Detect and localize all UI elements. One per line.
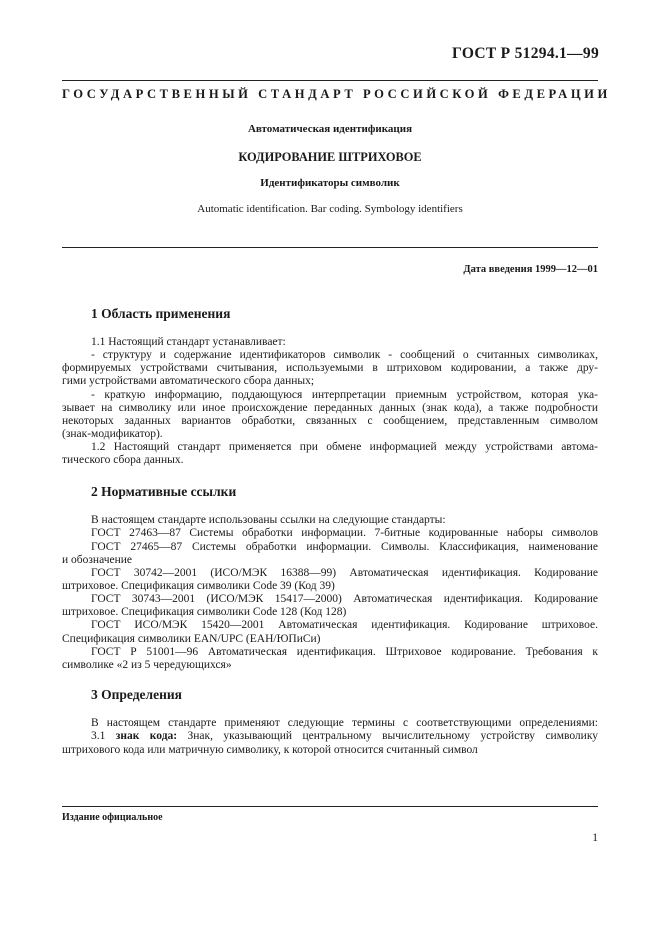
reference-line: и обозначение bbox=[62, 554, 133, 566]
paragraph-line: - структуру и содержание идентификаторов символик - сообщений о считанных символиках, bbox=[91, 349, 598, 361]
reference-line: ГОСТ Р 51001—96 Автоматическая идентификация. Штриховое кодирование. Требования к bbox=[91, 646, 598, 658]
top-rule bbox=[62, 80, 598, 81]
paragraph-line: тического сбора данных. bbox=[62, 454, 184, 466]
reference-line: символике «2 из 5 чередующихся» bbox=[62, 659, 232, 671]
reference-line: ГОСТ 30743—2001 (ИСО/МЭК 15417—2000) Автоматическая идентификация. Кодирование bbox=[91, 593, 598, 605]
paragraph-line: (знак-модификатор). bbox=[62, 428, 163, 440]
definition-line bbox=[91, 730, 598, 743]
reference-line: штриховое. Спецификация символики Code 39 (Код 39) bbox=[62, 580, 335, 592]
section-2-heading: 2 Нормативные ссылки bbox=[91, 484, 237, 499]
reference-line: штриховое. Спецификация символики Code 128 (Код 128) bbox=[62, 606, 347, 618]
page-number: 1 bbox=[592, 832, 598, 844]
reference-line: Спецификация символики EAN/UPC (ЕАН/ЮПиСи) bbox=[62, 633, 321, 645]
paragraph-line: зывает на символику или иное происхождение переданных данных (знак кода), а также подробности bbox=[62, 402, 598, 414]
section-1-heading: 1 Область применения bbox=[91, 306, 231, 321]
reference-line: ГОСТ 27463—87 Системы обработки информации. 7-битные кодированные наборы символов bbox=[91, 527, 598, 539]
paragraph-line: гими устройствами автоматического сбора данных; bbox=[62, 375, 315, 387]
paragraph-line: - краткую информацию, поддающуюся интерпретации приемным устройством, которая ука- bbox=[91, 389, 598, 401]
title-line-2: КОДИРОВАНИЕ ШТРИХОВОЕ bbox=[238, 150, 422, 164]
definition-line: штрихового кода или матричную символику, к которой относится считанный символ bbox=[62, 744, 478, 756]
definition-number: 3.1 bbox=[91, 730, 106, 742]
reference-line: ГОСТ ИСО/МЭК 15420—2001 Автоматическая идентификация. Кодирование штриховое. bbox=[91, 619, 598, 631]
paragraph-line: 1.1 Настоящий стандарт устанавливает: bbox=[91, 336, 286, 348]
reference-line: ГОСТ 30742—2001 (ИСО/МЭК 16388—99) Автоматическая идентификация. Кодирование bbox=[91, 567, 598, 579]
definition-term: знак кода: bbox=[115, 730, 178, 742]
reference-line: ГОСТ 27465—87 Системы обработки информации. Символы. Классификация, наименование bbox=[91, 541, 598, 553]
title-line-3: Идентификаторы символик bbox=[260, 177, 400, 189]
title-line-english: Automatic identification. Bar coding. Symbology identifiers bbox=[197, 203, 463, 215]
paragraph-line: некоторых заданных вариантов обработки, связанных с сообщением, представленным символом bbox=[62, 415, 598, 427]
introduction-date: Дата введения 1999—12—01 bbox=[463, 264, 598, 275]
paragraph-line: В настоящем стандарте использованы ссылки на следующие стандарты: bbox=[91, 514, 446, 526]
edition-label: Издание официальное bbox=[62, 812, 163, 823]
definition-text: Знак, указывающий центральному вычислительному устройству символику bbox=[187, 730, 598, 742]
paragraph-line: 1.2 Настоящий стандарт применяется при обмене информацией между устройствами автома- bbox=[91, 441, 598, 453]
paragraph-line: формируемых устройствами считывания, используемыми в штриховом кодировании, а также дру- bbox=[62, 362, 598, 374]
document-code: ГОСТ Р 51294.1—99 bbox=[452, 45, 599, 62]
title-line-1: Автоматическая идентификация bbox=[247, 123, 413, 135]
section-3-heading: 3 Определения bbox=[91, 687, 182, 702]
title-rule bbox=[62, 247, 598, 248]
state-standard-title: ГОСУДАРСТВЕННЫЙ СТАНДАРТ РОССИЙСКОЙ ФЕДЕРАЦИИ bbox=[62, 87, 611, 101]
footer-rule bbox=[62, 806, 598, 807]
paragraph-line: В настоящем стандарте применяют следующие термины с соответствующими определениями: bbox=[91, 717, 598, 729]
